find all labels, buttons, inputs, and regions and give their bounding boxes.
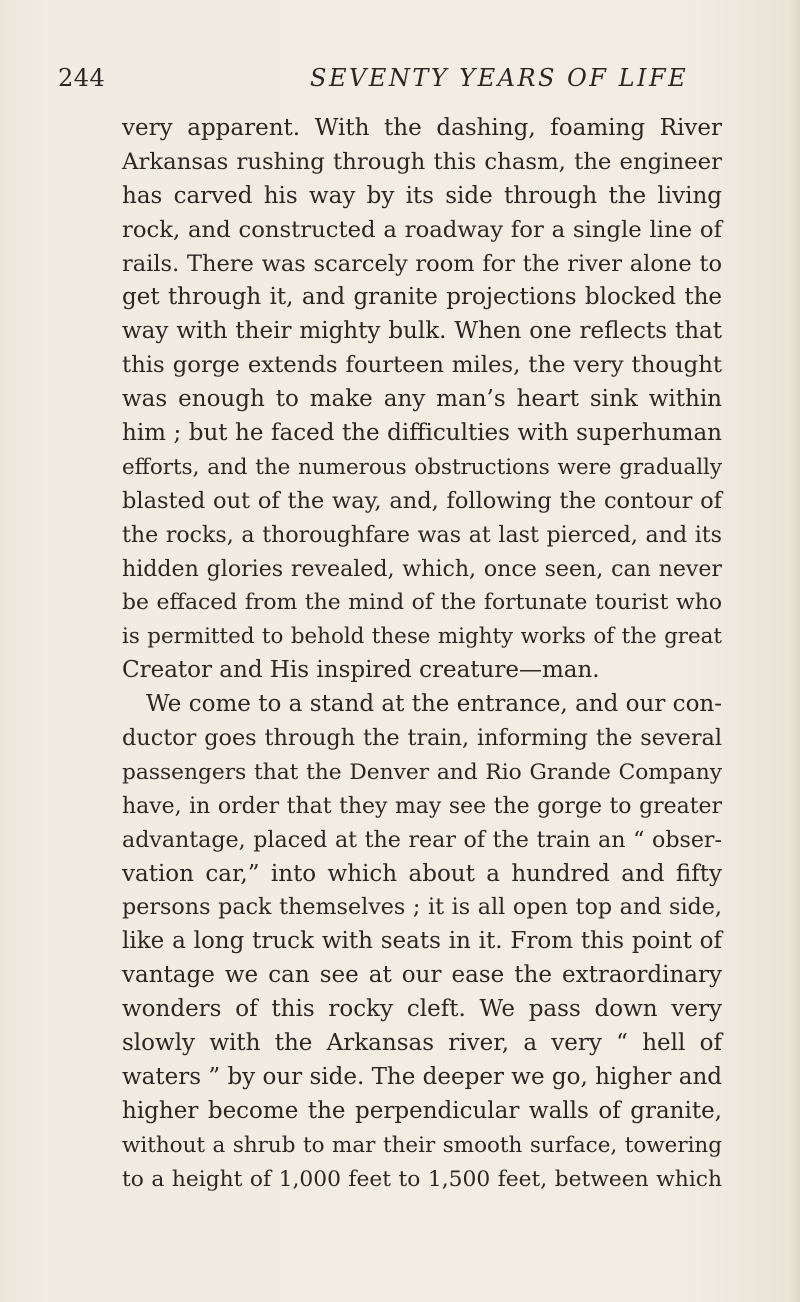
text-line: this gorge extends fourteen miles, the very thought [122,352,722,379]
text-line: way with their mighty bulk. When one reflects that [122,318,722,345]
text-line: to a height of 1,000 feet to 1,500 feet, between which [122,1166,722,1192]
text-line: higher become the perpendicular walls of granite, [122,1097,722,1124]
paragraph-start-line: We come to a stand at the entrance, and our con- [146,691,722,718]
text-line: Arkansas rushing through this chasm, the engineer [122,148,722,175]
page-number: 244 [58,64,106,92]
text-line: him ; but he faced the difficulties with superhuman [122,420,722,447]
text-line: blasted out of the way, and, following the contour of [122,487,722,514]
text-line: rails. There was scarcely room for the river alone to [122,250,722,277]
text-line: persons pack themselves ; it is all open top and side, [122,894,722,921]
running-head [0,58,800,98]
text-line: the rocks, a thoroughfare was at last pierced, and its [122,521,722,548]
text-line: slowly with the Arkansas river, a very “ hell of [122,1030,722,1057]
text-line: was enough to make any man’s heart sink within [122,386,722,413]
text-line: rock, and constructed a roadway for a single line of [122,216,722,243]
text-line: without a shrub to mar their smooth surface, towering [122,1132,722,1158]
paragraph-end-line: Creator and His inspired creature—man. [122,657,600,684]
text-line: efforts, and the numerous obstructions were gradually [122,454,722,480]
text-line: passengers that the Denver and Rio Grande Company [122,759,722,785]
text-line: get through it, and granite projections blocked the [122,284,722,311]
text-line: ductor goes through the train, informing the several [122,725,722,752]
text-line: have, in order that they may see the gorge to greater [122,793,722,819]
text-line: like a long truck with seats in it. From this point of [122,928,722,955]
text-line: vantage we can see at our ease the extraordinary [122,962,722,989]
text-line: vation car,” into which about a hundred and fifty [122,860,722,887]
text-line: very apparent. With the dashing, foaming River [122,115,722,141]
running-title: SEVENTY YEARS OF LIFE [310,64,689,92]
text-line: waters ” by our side. The deeper we go, higher and [122,1063,722,1090]
text-line: has carved his way by its side through the living [122,182,722,209]
text-line: advantage, placed at the rear of the train an “ obser- [122,826,722,853]
text-line: wonders of this rocky cleft. We pass down very [122,996,722,1023]
body-text [122,112,722,1197]
page-edge-shadow [790,0,800,1302]
text-line: hidden glories revealed, which, once seen, can never [122,556,722,582]
text-line: is permitted to behold these mighty works of the great [122,624,722,650]
text-line: be effaced from the mind of the fortunate tourist who [122,590,722,616]
